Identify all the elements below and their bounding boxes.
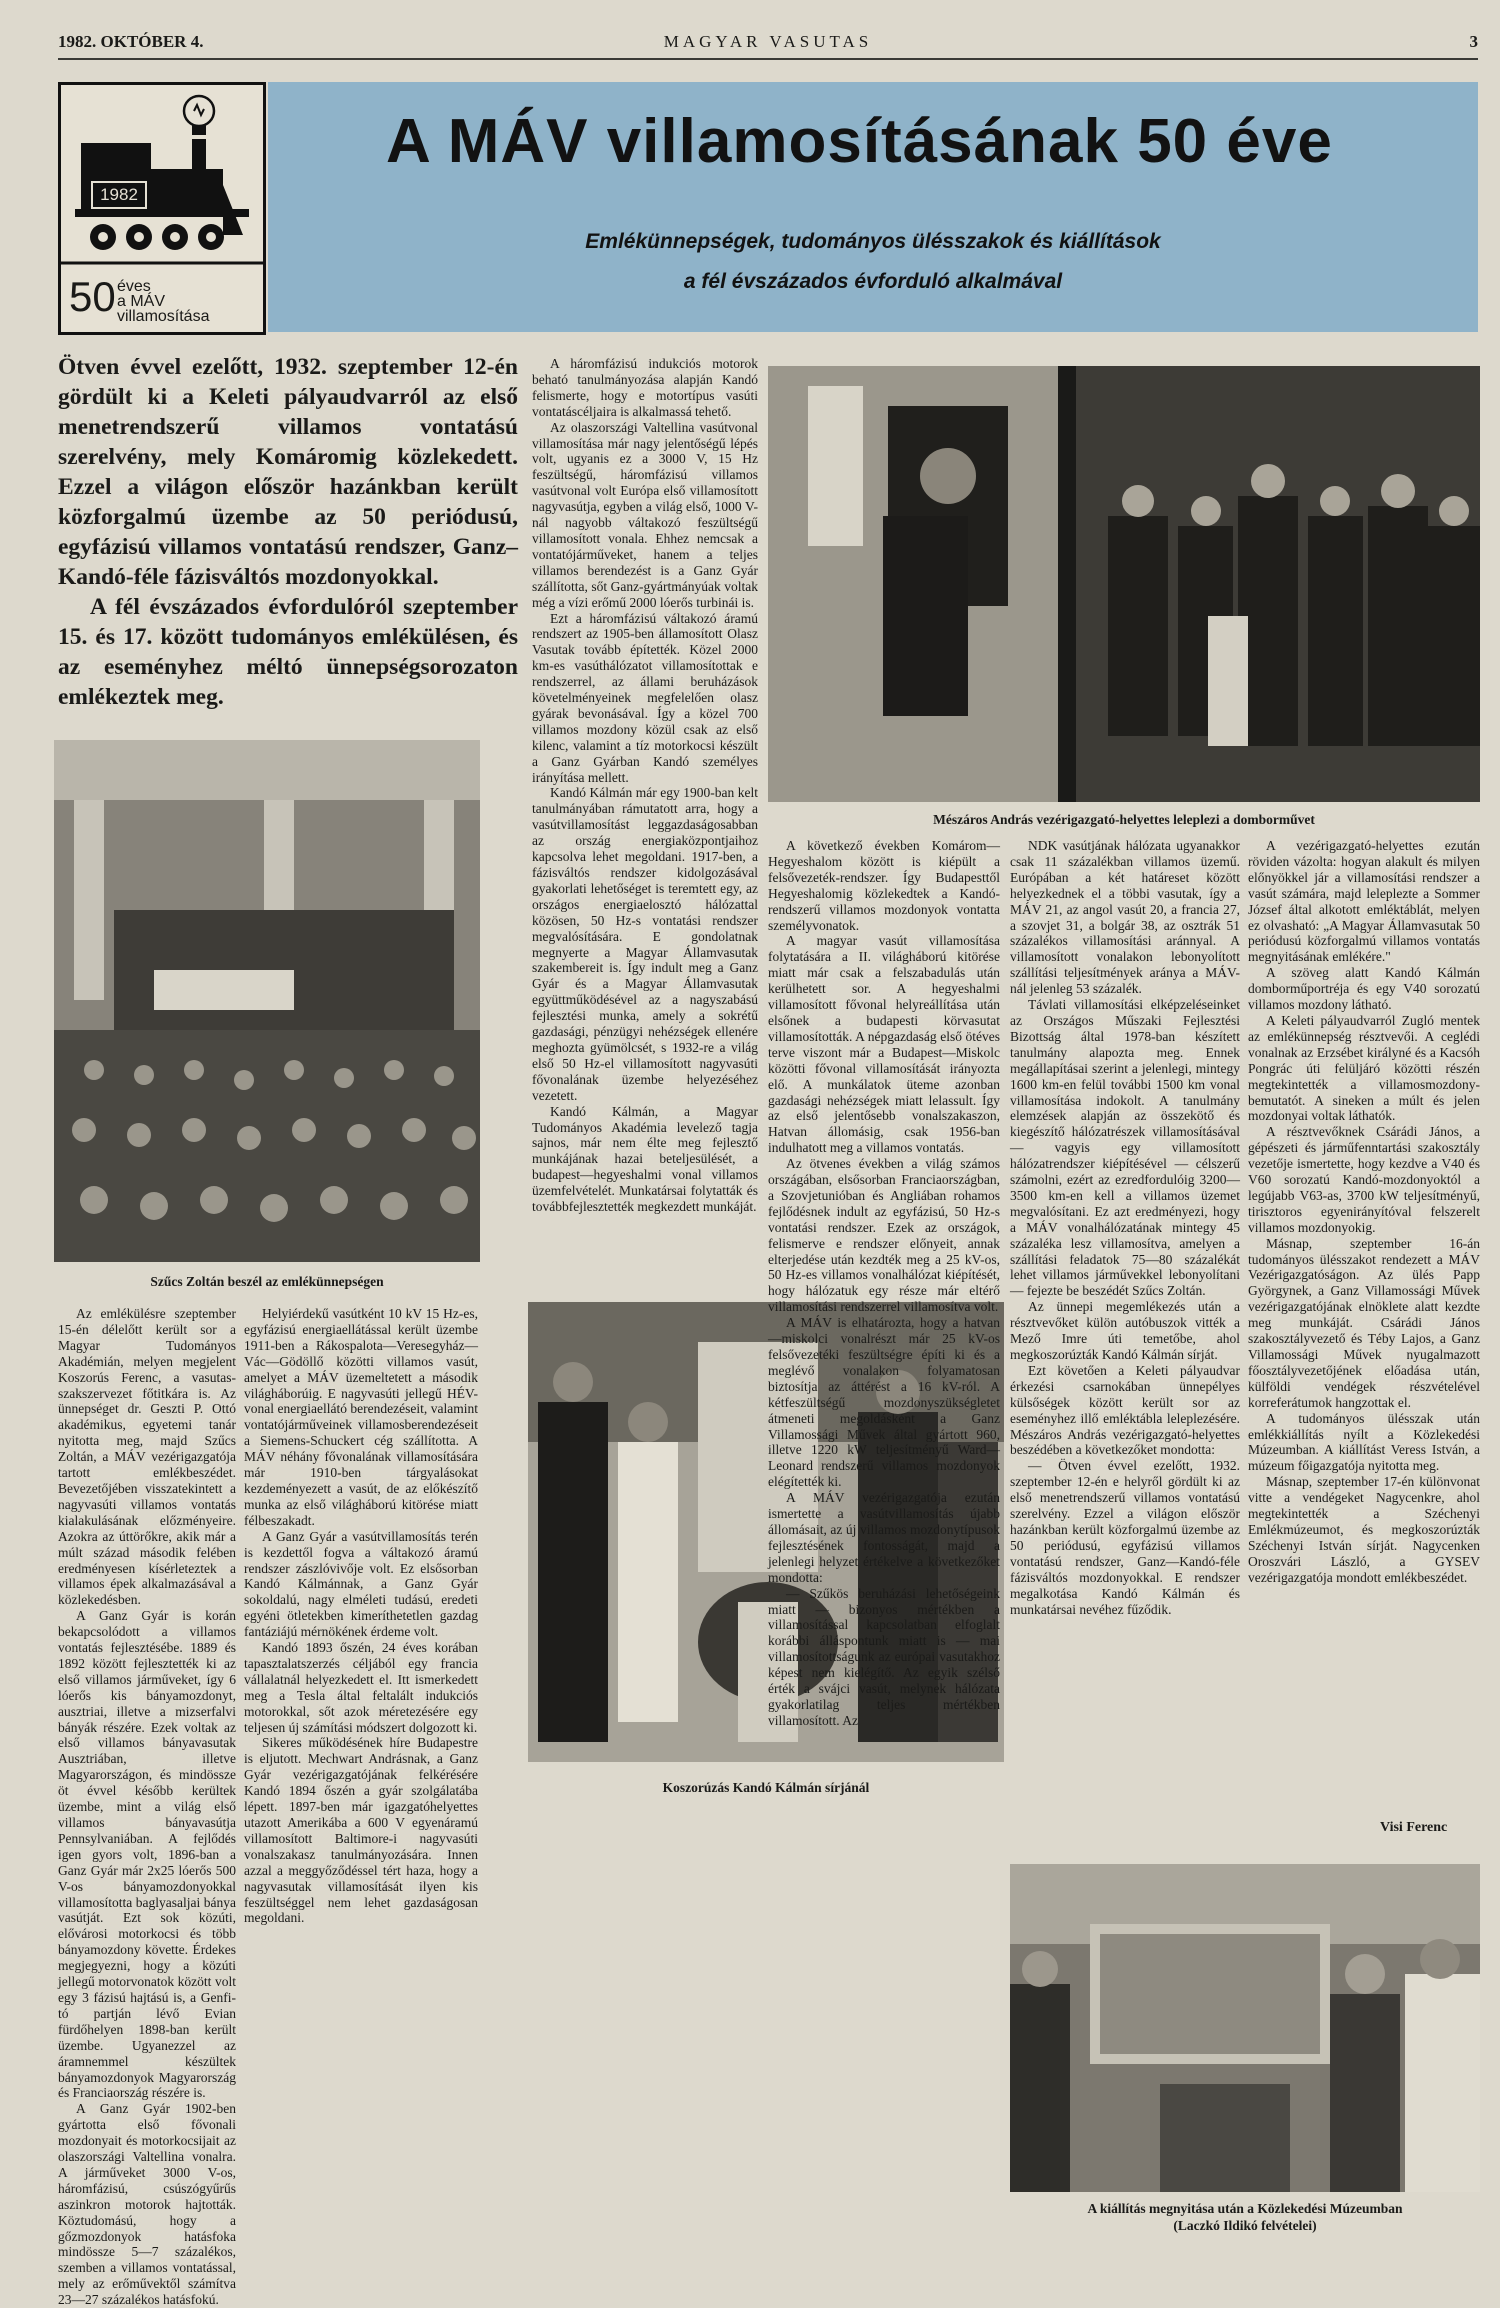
headline: A MÁV villamosításának 50 éve (386, 107, 1333, 176)
emblem-number: 50 (69, 273, 116, 320)
paragraph: A szöveg alatt Kandó Kálmán domborműportréja és egy V40 sorozatú villamos mozdony látható. (1248, 965, 1480, 1013)
anniversary-emblem (58, 82, 266, 335)
lead-paragraph (58, 352, 518, 712)
paragraph: A következő években Komárom—Hegyeshalom között is kiépült a felsővezeték-rendszer. Így Budapesttől Hegyeshalomig közlekedtek a Kandó-rendszerű villamos mozdonyok vontatta személyvonatok. (768, 838, 1000, 933)
paragraph: Az olaszországi Valtellina vasútvonal villamosítása már nagy jelentőségű lépés volt, ugyanis ez a 3000 V, 15 Hz feszültségű, háromfázisú villamos vasútvonal volt Európa első villamosított nagyvasútja, egyben a világ első, 1000 V-nál nagyobb váltakozó feszültségű villamosított vonala. Ehhez nemcsak a vontatójárműveket, hanem a teljes villamos berendezést is a Ganz Gyár szállította, sőt Ganz-gyártmányúak voltak még a vízi erőmű 2000 lóerős turbinái is. (532, 419, 758, 610)
article-column-4 (768, 838, 1000, 1728)
running-header (58, 28, 1478, 60)
caption-museum-line: A kiállítás megnyitása után a Közlekedési Múzeumban (1087, 2201, 1403, 2216)
emblem-line: villamosítása (117, 308, 210, 325)
article-column-2 (244, 1306, 478, 2268)
paragraph: A MÁV is elhatározta, hogy a hatvan—miskolci vonalrészt már 25 kV-os felsővezetéki feszültségre építi ki és a meglévő vonalakon folyamatosan biztosítja az áttérést a 16 kV-ról. A kétfeszültségű mozdonyszükségletet átmeneti megoldásként a Ganz Villamossági Művek által gyártott 960, illetve 1220 kW teljesítményű Ward—Leonard rendszerű villamos mozdonyok elégítették ki. (768, 1315, 1000, 1490)
lead-text-2: A fél évszázados évfordulóról szeptember 15. és 17. között tudományos emlékülésen, és az eseményhez méltó ünnepségsorozaton emlékeztek meg. (58, 594, 518, 710)
caption-wreath: Koszorúzás Kandó Kálmán sírjánál (662, 1780, 870, 1795)
caption-museum-credit: (Laczkó Ildikó felvételei) (1173, 2218, 1317, 2233)
issue-date: 1982. OKTÓBER 4. (58, 32, 204, 51)
paragraph: Ezt a háromfázisú váltakozó áramú rendszert az 1905-ben államosított Olasz Vasutak tovább építették. Közel 2000 km-es vasúthálózatot villamosítottak e rendszerrel, az állami beruházások követelményeinek megfelelően olasz gyárak bevonásával. Így a közel 700 villamos mozdony közül csak az első kilenc, valamint a tíz motorkocsi készült a Ganz Gyárban Kandó személyes irányítása mellett. (532, 610, 758, 785)
byline: Visi Ferenc (1380, 1820, 1448, 1835)
paragraph: Az ötvenes években a világ számos országában, elsősorban Franciaországban, a Szovjetunióban és Angliában rohamos fejlődésnek indult az egyfázisú, 50 Hz-s vontatási rendszer. Ezek az országok, felismerve e rendszer előnyeit, annak elterjedése után kezdték meg a 25 kV-os, 50 Hz-es villamos vonalhálózat kiépítését, hogy hálózatuk egy része már eltérő villamosítási rendszerrel villamosítva volt. (768, 1156, 1000, 1315)
page-number: 3 (1469, 32, 1478, 51)
paragraph: A vezérigazgató-helyettes ezután röviden vázolta: hogyan alakult és milyen előnyökkel jár a villamosítási rendszer a vasút számára, majd leleplezte a Sommer József által alkotott emléktáblát, melyen ez olvasható: „A Magyar Államvasutak 50 periódusú közforgalmú villamos vontatás megnyitásának emlékére." (1248, 838, 1480, 965)
paragraph: Másnap, szeptember 16-án tudományos ülésszakot rendezett a MÁV Vezérigazgatóságon. Az ülés Papp Györgynek, a Ganz Villamossági Művek vezérigazgatójának elnöklete alatt kezdte meg munkáját. Csárádi János szakosztályvezető és Téby Lajos, a Ganz Villamossági Művek nyugalmazott főosztályvezetőjének előadása után, külföldi vendégek részvételével korreferátumok hangzottak el. (1248, 1235, 1480, 1410)
paragraph: Kandó Kálmán, a Magyar Tudományos Akadémia levelező tagja sajnos, már nem élte meg fejlesztő munkájának hazai beteljesülését, a budapest—hegyeshalmi vonal villamos üzemfelvételét. Munkatársai folytatták és továbbfejlesztették megkezdett munkáját. (532, 1103, 758, 1215)
photo-lecture-hall (54, 740, 480, 1262)
title-banner (268, 82, 1478, 332)
paragraph: Kandó 1893 őszén, 24 éves korában tapasztalatszerzés céljából egy francia vállalatnál helyezkedett el. Itt ismerkedett meg a Tesla által feltalált indukciós motorokkal, sőt azok méretezésére egy teljesen új számítási módszert dolgozott ki. (244, 1640, 478, 1735)
paragraph: NDK vasútjának hálózata ugyanakkor csak 11 százalékban villamos üzemű. Európában a két határeset között helyezkednek el a többi vasutak, így a MÁV 21, az angol vasút 20, a francia 27, a szovjet 31, a bolgár 38, az osztrák 51 százalékos villamosítási aránnyal. A villamosított vonalakon lebonyolított szállítási teljesítmények aránya a MÁV-nál jelenleg 53 százalék. (1010, 838, 1240, 997)
paragraph: Másnap, szeptember 17-én különvonat vitte a vendégeket Nagycenkre, ahol megtekintették a Széchenyi Emlékmúzeumot, és megkoszorúzták Széchenyi István sírját. Nagycenken Oroszvári László, a GYSEV vezérigazgatója mondott emlékbeszédet. (1248, 1474, 1480, 1585)
article-column-3 (532, 356, 758, 1286)
paragraph: — Szűkös beruházási lehetőségeink miatt — bizonyos mértékben a villamosítással kapcsolatban elfoglalt korábbi álláspontunk miatt is — mai villamosítottságunk az európai vasutakhoz képest nem kielégítő. Az egyik szélső érték a svájci vasút, melynek hálózata gyakorlatilag teljes mértékben villamosított. Az (768, 1585, 1000, 1728)
paragraph: Ezt követően a Keleti pályaudvar érkezési csarnokában ünnepélyes külsőségek között került sor az eseményhez illő emléktábla leleplezésére. Mészáros András vezérigazgató-helyettes beszédében a következőket mondotta: (1010, 1362, 1240, 1458)
caption-lecture: Szűcs Zoltán beszél az emlékünnepségen (150, 1274, 384, 1289)
paragraph: A Ganz Gyár is korán bekapcsolódott a villamos vontatás fejlesztésébe. 1889 és 1892 között fejlesztették ki az első villamos járműveket, így 6 lóerős kis bányamozdonyt, ausztriai, illetve a mizserfalvi bányák részére. Ezek voltak az első villamos bányavasutak Ausztriában, illetve Magyarországon, és mindössze öt évvel később kerültek üzembe, mint a világ első villamos bányavasútja Pennsylvaniában. A fejlődés igen gyors volt, 1896-ban a Ganz Gyár már 2x25 lóerős 500 V-os bányamozdonyokkal villamosította baglyasaljai bánya vasútját. Ezt sok közúti, elővárosi motorkocsi és több bányamozdony követte. Érdekes megjegyezni, hogy a közúti jellegű motorvonatok között volt egy 3 fázisú hajtású is, a Genfi-tó partján lévő Evian fürdőhelyen 1898-ban került üzembe. Ugyanezzel az áramnemmel készültek bányamozdonyok Magyarország és Franciaország részére is. (58, 1608, 236, 2101)
emblem-line: a MÁV (117, 293, 166, 310)
paragraph: A tudományos ülésszak után emlékkiállítás nyílt a Közlekedési Múzeumban. A kiállítást Veress István, a múzeum főigazgatója nyitotta meg. (1248, 1410, 1480, 1474)
paragraph: A magyar vasút villamosítása folytatására a II. világháború kitörése miatt már csak a felszabadulás után kerülhetett sor. A hegyeshalmi villamosított fővonal helyreállítása után elsőnek a budapesti körvasutat villamosították. A népgazdaság első ötéves terve viszont már a Budapest—Miskolc közötti fővonal villamosítását irányozta elő. A munkálatok üteme azonban gazdasági nehézségek miatt lelassult. Így az első jelentősebb vonalszakaszon, Hatvan állomásig, csak 1956-ban indulhatott meg a villamos vontatás. (768, 933, 1000, 1156)
caption-unveiling: Mészáros András vezérigazgató-helyettes leleplezi a domborművet (933, 812, 1315, 827)
emblem-line: éves (117, 278, 151, 295)
paragraph: Az ünnepi megemlékezés után a résztvevőket külön autóbuszok vitték a Mező Imre úti temetőbe, ahol megkoszorúzták Kandó Kálmán sírját. (1010, 1299, 1240, 1362)
newspaper-name: MAGYAR VASUTAS (663, 32, 873, 51)
paragraph: A Ganz Gyár 1902-ben gyártotta első fővonali mozdonyait és motorkocsijait az olaszországi Valtellina vonalra. A járműveket 3000 V-os, háromfázisú, csúszógyűrűs aszinkron motorok hajtották. Köztudomású, hogy a gőzmozdonyok hatásfoka mindössze 5—7 százalékos, szemben a villamos vontatással, mely az erőművektől számítva 23—27 százalékos hatásfokú. (58, 2101, 236, 2308)
paragraph: Sikeres működésének híre Budapestre is eljutott. Mechwart Andrásnak, a Ganz Gyár vezérigazgatójának felkérésére Kandó 1894 őszén a gyár szolgálatába lépett. 1897-ben már igazgatóhelyettes utazott Amerikába a 600 V egyenáramú villamosított Baltimore-i nagyvasúti vonalszakasz tanulmányozására. Innen azzal a meggyőződéssel tért haza, hogy a nagyvasutak villamosítását ilyen kis feszültséggel nem lehet gazdaságosan megoldani. (244, 1735, 478, 1926)
paragraph: A Keleti pályaudvarról Zugló mentek az emlékünnepség résztvevői. A ceglédi vonalnak az Erzsébet királyné és a Kacsóh Pongrác úti felüljáró közötti részén megtekintették a villamosmozdony-bemutatót. A sineken a múlt és jelen mozdonyai voltak láthatók. (1248, 1012, 1480, 1124)
paragraph: A MÁV vezérigazgatója ezután ismertette a vasútvillamosítás újabb állomásait, az új villamos mozdonytípusok fejlesztésének fontosságát, majd a jelenlegi helyzet értékelve a következőket mondotta: (768, 1490, 1000, 1585)
paragraph: Az emlékülésre szeptember 15-én délelőtt került sor a Magyar Tudományos Akadémián, melyen megjelent Koszorús Ferenc, a vasutas-szakszervezet főtitkára is. Az ünnepséget dr. Geszti P. Ottó akadémikus, egyetemi tanár nyitotta meg, majd Szűcs Zoltán, a MÁV vezérigazgatója tartott emlékbeszédet. Bevezetőjében visszatekintett a nagyvasúti villamos vontatás kialakulásának előzményeire. Azokra az úttörőkre, akik már a múlt század második felében eredményesen kísérleteztek a villamos épek alkalmazásával a közlekedésben. (58, 1306, 236, 1608)
article-column-5 (1010, 838, 1240, 1848)
paragraph: A Ganz Gyár a vasútvillamosítás terén is kezdettől fogva a váltakozó áramú rendszer zászlóvivője volt. Ez elsősorban Kandó Kálmánnak, a Ganz Gyár sokoldalú, nagy elméleti tudású, eredeti egyéni ötletekben kimeríthetetlen gazdag fantáziájú mérnökének érdeme volt. (244, 1528, 478, 1640)
article-column-6 (1248, 838, 1480, 1814)
caption-museum (1010, 2200, 1480, 2234)
photo-museum-exhibition (1010, 1864, 1480, 2192)
photo-unveiling (768, 366, 1480, 802)
emblem-text (117, 279, 209, 324)
paragraph: Távlati villamosítási elképzeléseinket az Országos Műszaki Fejlesztési Bizottság által 1978-ban készített tanulmány alapozta meg. Ennek megállapításai szerint a jelenlegi, mintegy 1600 km-en felül további 1500 km vonal villamosítása indokolt. A tanulmány elemzések alapján az összekötő és kiegészítő hálózatrészek villamosításával — vagyis egy villamosított hálózatrendszer kiépítésével — célszerű számolni, ezért az ezredfordulóig 3200—3500 km-en kell a villamos üzemet megvalósítani. Ez azt eredményezi, hogy a MÁV vonalhálózatának mintegy 45 százaléka lesz villamosítva, amelyen a szállítási feladatok 75—80 százalékát lehet villamos járművekkel lebonyolítani — fejezte be beszédét Szűcs Zoltán. (1010, 997, 1240, 1299)
emblem-year: 1982 (91, 181, 147, 209)
paragraph: Helyiérdekű vasútként 10 kV 15 Hz-es, egyfázisú energiaellátással került üzembe 1911-ben a Rákospalota—Veresegyház—Vác—Gödöllő közötti villamos vasút, amelyet a MÁV üzemeltetett a második világháborúig. E nagyvasúti jellegű HÉV-vonal energiaellátó berendezéseit, valamint vontatójárműveinek villamosberendezéseit a Siemens-Schuckert cég szállította. A MÁV néhány fővonalának villamosítására már 1910-ben tárgyalásokat kezdeményezett a vasút, de az előkészítő munka az első világháború kitörése miatt félbeszakadt. (244, 1306, 478, 1528)
paragraph: — Ötven évvel ezelőtt, 1932. szeptember 12-én e helyről gördült ki az első menetrendszerű villamos vontatású szerelvény. Ezzel a világon először hazánkban került közforgalmú üzembe az 50 periódusú, egyfázisú villamos vontatású rendszer, Ganz—Kandó-féle fázisváltós mozdonyokkal. E rendszer megalkotása Kandó Kálmán és munkatársai nevéhez fűződik. (1010, 1458, 1240, 1617)
article-column-1 (58, 1306, 236, 2308)
paragraph: A résztvevőknek Csárádi János, a gépészeti és járműfenntartási szakosztály vezetője ismertette, hogy kezdve a V40 és V60 sorozatú Kandó-mozdonyoktól a legújabb V63-as, 3700 kW teljesítményű, tirisztoros egyenirányítóval felszerelt villamos mozdonyokig. (1248, 1124, 1480, 1235)
subheadline-2: a fél évszázados évforduló alkalmával (683, 270, 1063, 293)
paragraph: A háromfázisú indukciós motorok beható tanulmányozása alapján Kandó felismerte, hogy e motortípus vasúti vontatáscéljaira is alkalmassá tehető. (532, 356, 758, 419)
lead-text-1: Ötven évvel ezelőtt, 1932. szeptember 12-én gördült ki a Keleti pályaudvarról az első menetrendszerű villamos vontatású szerelvény, mely Komáromig közlekedett. Ezzel a világon először hazánkban került közforgalmú üzembe az 50 periódusú, egyfázisú villamos vontatású rendszer, Ganz–Kandó-féle fázisváltós mozdonyokkal. (58, 354, 518, 590)
paragraph: Kandó Kálmán már egy 1900-ban kelt tanulmányában rámutatott arra, hogy a vasútvillamosítást leggazdaságosabban az ország energiaközpontjaihoz kapcsolva lehet megoldani. 1917-ben, a fázisváltós rendszer kidolgozásával gyakorlati lehetőséget is teremtett egy, az országos energiaelosztó hálózattal közösen, 50 Hz-s vontatási rendszer megvalósítására. E gondolatnak megnyerte a Magyar Államvasutak szakembereit is. Így indult meg a Ganz Gyár és a Magyar Államvasutak együttműködésével az a nagyszabású fejlesztési munka, amely a sokrétű gazdasági, pénzügyi nehézségek ellenére meghozta gyümölcsét, s 1932-re a világ első 50 Hz-el villamosított nagyvasúti fővonalának üzembe helyezéséhez vezetett. (532, 785, 758, 1103)
subheadline-1: Emlékünnepségek, tudományos ülésszakok és kiállítások (585, 230, 1161, 253)
